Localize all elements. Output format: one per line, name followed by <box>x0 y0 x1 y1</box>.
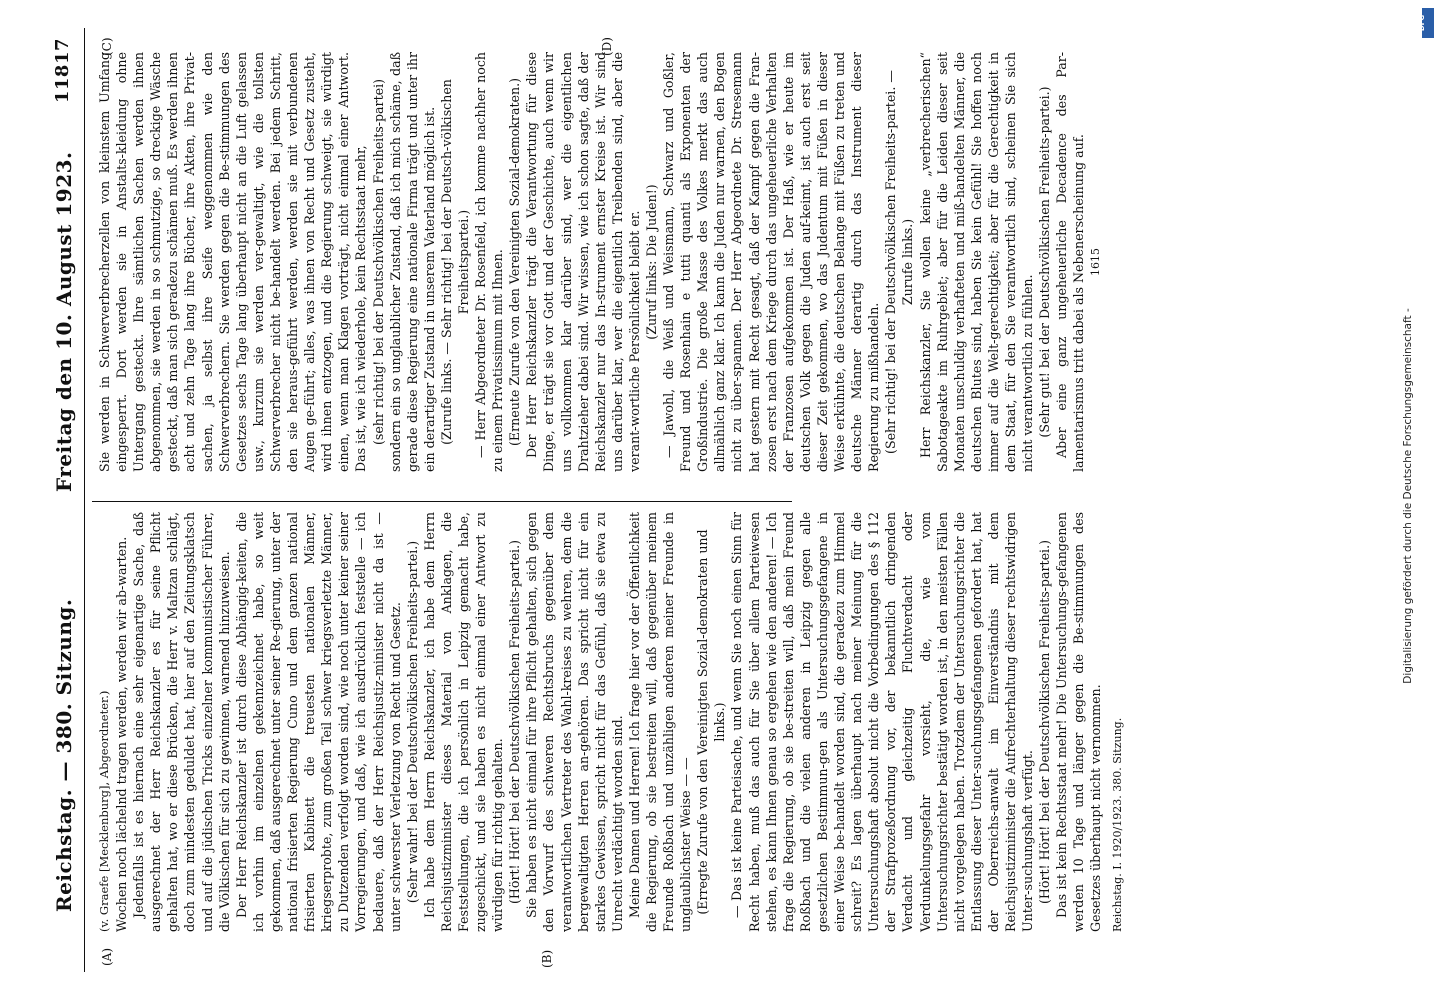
dfg-logo-text: DFG <box>1418 14 1427 32</box>
header-date: Freitag den 10. August 1923. <box>52 151 76 492</box>
header-rule <box>84 28 85 972</box>
watermark-text: Digitalisierung gefördert durch die Deutsche Forschungsgemeinschaft - <box>1402 308 1414 684</box>
paragraph: Der Herr Reichskanzler trägt die Verantwortung für diese Dinge, er trägt sie vor Gott und der Geschichte, auch wenn wir uns vollkommen klar darüber sind, wer die eigentlichen Drahtzieher dabei sind. Wir wissen, wie ich schon sagte, daß der Reichskanzler nur das In-strument ernster Kreise ist. Wir sind uns darüber klar, wer die eigentlich Treibenden sind, aber die verant-wortliche Persönlichkeit bleibt er. <box>524 52 642 472</box>
page-header <box>40 28 80 972</box>
paragraph: — Jawohl, die Weiß und Weismann, Schwarz und Goßler, Freund und Rosenhain e tutti quanti als Exponenten der Großindustrie. Die große Masse des Volkes merkt das auch allmählich ganz klar. Ich kann die Juden nur warnen, den Bogen nicht zu über-spannen. Der Herr Abgeordnete Dr. Stresemann hat gestern mit Recht gesagt, daß der Kampf gegen die Fran-zosen erst nach dem Kriege durch das ungeheuerliche Verhalten der Franzosen aufgekommen ist. Der Haß, wie er heute im deutschen Volk gegen die Juden auf-keimt, ist auch erst seit dieser Zeit gekommen, wo das Judentum mit Füßen in dieser Weise erkühnte, die deutschen Belange mit Füßen zu treten und deutsche Männer derartig durch das Instrument dieser Regierung zu mißhandeln. <box>661 52 882 472</box>
interjection: (Hört! Hört! bei der Deutschvölkischen Freiheits-partei.) <box>507 540 523 905</box>
header-session: Reichstag. — 380. Sitzung. <box>52 598 76 912</box>
digitization-watermark <box>1398 10 1418 990</box>
interjection: (sehr richtig! bei der Deutschvölkischen Freiheits-partei) <box>370 78 386 446</box>
paragraph: Sie werden in Schwerverbrecherzellen von kleinstem Umfang eingesperrt. Dort werden sie in Anstalts-kleidung ohne Untergang gesteckt. Ihre sämtlichen Sachen werden ihnen abgenommen, sie werden in so schmutzige, so dreckige Wäsche gesteckt, daß man sich geradezu schämen muß. Es werden ihnen acht und zehn Tage lang ihre Bücher, ihre Akten, ihre Privat-sachen, ja selbst ihre Seife weggenommen wie den Schwerverbrechern. Sie werden gegen die Be-stimmungen des Gesetzes sechs Tage lang überhaupt nicht an die Luft gelassen usw., kurzum sie werden ver-gewaltigt, wie die tollsten Schwerverbrecher nicht be-handelt werden. Bei jedem Schritt, den sie heraus-geführt werden, werden sie mit verbundenen Augen ge-führt; alles, was ihnen von Recht und Gesetz zusteht, wird ihnen entzogen, und die Regierung schweigt, sie würdigt einen, wenn man Klagen vorträgt, nicht einmal einer Antwort. Das ist, wie ich wiederhole, kein Rechtsstaat mehr, <box>97 52 369 472</box>
margin-mark-d: (D) <box>600 37 614 56</box>
paragraph: sondern ein so unglaublicher Zustand, daß ich mich schäme, daß gerade diese Regierung eine nationale Firma trägt und unter ihr ein derartiger Zustand in unserem Vaterland möglich ist. <box>387 52 437 472</box>
paragraph: Sie haben es nicht einmal für ihre Pflicht gehalten, sich gegen den Vorwurf des schweren Rechtsbruchs gegenüber dem verantwortlichen Vertreter des Wahl-kreises zu wehren, dem die bergewaltigten Herren an-gehören. Das spricht nicht für ein starkes Gewissen, spricht nicht für das Gefühl, daß sie etwa zu Unrecht verdächtigt worden sind. <box>524 512 625 932</box>
interjection: (Erneute Zurufe von den Vereinigten Sozial-demokraten.) <box>507 78 523 446</box>
paragraph: Das ist kein Rechtsstaat mehr! Die Untersuchungs-gefangenen werden 10 Tage und länger gegen die Be-stimmungen des Gesetzes überhaupt nicht vernommen. <box>1054 512 1104 932</box>
interjection: (Zurufe links. — Sehr richtig! bei der Deutsch-völkischen Freiheitspartei.) <box>438 79 471 445</box>
interjection: (Sehr gut! bei der Deutschvölkischen Freiheits-partei.) <box>1037 86 1053 438</box>
signature-mark: 1615 <box>1089 248 1103 276</box>
paragraph: Wochen noch lächelnd tragen werden, werden wir ab-warten. <box>114 536 130 932</box>
page-footer: Reichstag. I. 1920/1923. 380. Sitzung. <box>1110 717 1124 932</box>
document-sheet <box>40 28 1370 972</box>
interjection: (Hört! Hört! bei der Deutschvölkischen Freiheits-partei.) <box>1037 540 1053 905</box>
left-column <box>96 512 1126 932</box>
paragraph: Herr Reichskanzler, Sie wollen keine „verbrecherischen“ Sabotageakte im Ruhrgebiet; aber für die Leiden dieser seit Monaten unschuldig verhafteten und miß-handelten Männer, die deutschen Blutes sind, haben Sie kein Gefühl! Sie hoffen noch immer auf die Welt-gerechtigkeit; aber für die Gerechtigkeit in dem Staat, für den Sie verantwortlich sind, scheinen Sie sich nicht verantwortlich zu fühlen. <box>917 52 1036 472</box>
dfg-logo <box>1418 8 1434 38</box>
page-number: 11817 <box>52 38 73 104</box>
interjection: (Sehr richtig! bei der Deutschvölkischen Freiheits-partei. — Zurufe links.) <box>883 70 916 454</box>
interjection: (Zuruf links: Die Juden!) <box>644 184 659 340</box>
interjection: (Sehr wahr! bei der Deutschvölkischen Freiheits-partei.) <box>404 540 420 904</box>
paragraph: Meine Damen und Herren! Ich frage hier vor der Öffentlichkeit die Regierung, ob sie bestreiten will, daß gegenüber meinem Freunde Roßbach und unzähligen anderen meiner Freunde in unglaublichster Weise — — <box>626 512 694 932</box>
paragraph: Ich habe dem Herrn Reichskanzler, ich habe dem Herrn Reichsjustizminister dieses Material von Anklagen, die Feststellungen, die ich persönlich in Leipzig gemacht habe, zugeschickt, und sie haben es nicht einmal einer Antwort zu würdigen für richtig gehalten. <box>421 512 506 932</box>
paragraph: Jedenfalls ist es hiernach eine sehr eigenartige Sache, daß ausgerechnet der Herr Reichskanzler es für seine Pflicht gehalten hat, wo er diese Brücken, die Herr v. Maltzan schlägt, doch zum mindesten geduldet hat, hier auf den Zeitungsklatsch und auf die jüdischen Tricks einzelner kommunistischer Führer, die Völkischen für sich zu gewinnen, warnend hinzuweisen. <box>131 512 232 932</box>
speaker-line: (v. Graefe [Mecklenburg], Abgeordneter.) <box>97 690 111 932</box>
right-column <box>96 52 1105 472</box>
paragraph: — Das ist keine Parteisache, und wenn Sie noch einen Sinn für Recht haben, muß das auch für Sie über allem Parteiwesen stehen, es kann Ihnen genau so ergehen wie den anderen! — Ich frage die Regierung, ob sie be-streiten will, daß mein Freund Roßbach und die vielen anderen in Leipzig gegen alle gesetzlichen Bestimmun-gen als Untersuchungsgefangene in einer Weise be-handelt worden sind, die geradezu zum Himmel schreit? Es lagen überhaupt nach meiner Meinung für die Untersuchungshaft absolut nicht die Vorbedingungen des § 112 der Strafprozeßordnung vor, der bekanntlich dringenden Verdacht und gleichzeitig Fluchtverdacht oder Verdunkelungsgefahr vorsieht, die, wie vom Untersuchungsrichter bestätigt worden ist, in den meisten Fällen nicht vorgelegen haben. Trotzdem der Untersuchungsrichter die Entlassung dieser Unter-suchungsgefangenen gefordert hat, hat der Oberreichs-anwalt im Einverständnis mit dem Reichsjustizminister die Aufrechterhaltung dieser rechtswidrigen Unter-suchungshaft verfügt. <box>729 512 1036 932</box>
interjection: (Erregte Zurufe von den Vereinigten Sozial-demokraten und links.) <box>695 529 728 915</box>
margin-mark-a: (A) <box>100 947 114 966</box>
column-divider <box>92 501 792 502</box>
margin-mark-c: (C) <box>100 37 114 56</box>
paragraph: Der Herr Reichskanzler ist durch diese Abhängig-keiten, die ich vorhin im einzelnen gekennzeichnet habe, so weit gekommen, daß ausgerechnet unter seiner Re-gierung, unter der national frisierten Regierung Cuno und dem ganzen national frisierten Kabinett die treuesten nationalen Männer, kriegserprobte, zum großen Teil schwer kriegsverletzte Männer, zu Dutzenden verfolgt worden sind, wie noch unter keiner seiner Vorregierungen, und daß, wie ich ausdrücklich feststelle — ich bedauere, daß der Herr Reichsjustiz-minister nicht da ist — unter schwerster Verletzung von Recht und Gesetz. <box>233 512 403 932</box>
paragraph: — Herr Abgeordneter Dr. Rosenfeld, ich komme nachher noch zu einem Privatissimum mit Ihnen. <box>473 52 506 472</box>
paragraph: Aber eine ganz ungeheuerliche Decadence des Par-lamentarismus tritt dabei als Nebenerscheinung auf. <box>1054 52 1087 472</box>
margin-mark-b: (B) <box>540 949 554 968</box>
